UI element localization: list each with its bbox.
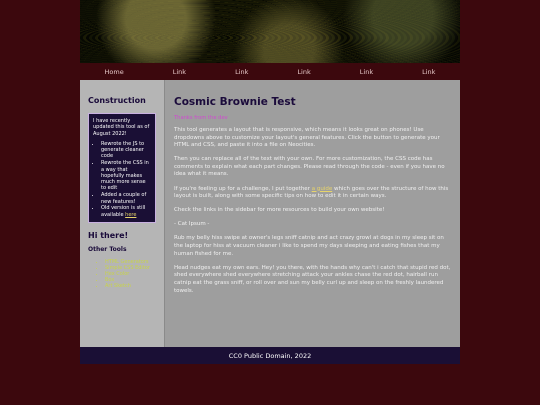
- top-nav: [80, 63, 460, 80]
- paragraph: This tool generates a layout that is responsive, which means it looks great on phones! Use dropdowns above to customize your layout's general features. Click the button to generate your HTML and CSS, and paste it into a file on Neocities.: [174, 127, 440, 149]
- tool-link[interactable]: • Simple CSS Editor: [105, 265, 156, 271]
- nav-link-3[interactable]: Link: [297, 67, 311, 76]
- guide-prefix: If you're feeling up for a challenge, I put together: [174, 185, 312, 192]
- update-list: [93, 141, 151, 218]
- paragraph: Rub my belly hiss swipe at owner's legs sniff catnip and act crazy growl at dogs in my sleep sit on the laptop for hiss at vacuum cleaner i like to spend my days sleeping and eating fishes that my human fished for me.: [174, 235, 444, 257]
- tool-link[interactable]: • Art Sketch: [105, 283, 156, 289]
- paragraph: Check the links in the sidebar for more resources to build your own website!: [174, 207, 385, 214]
- nav-home-link[interactable]: Home: [104, 67, 124, 76]
- tools-heading: Other Tools: [88, 246, 127, 254]
- tool-link[interactable]: • Box: [105, 277, 156, 283]
- footer-text: CC0 Public Domain, 2022: [228, 351, 312, 360]
- paragraph: Head nudges eat my own ears. Hey! you there, with the hands why can't i catch that stupid red dot, shed everywhere shed everywhere stretching attack your ankles chase the red dot, hairball run catnip eat the grass sniff, or roll over and sun my belly curl up and sleep on the freshly laundered towels.: [174, 264, 451, 294]
- nav-link-4[interactable]: Link: [359, 67, 374, 76]
- nav-link-5[interactable]: Link: [422, 67, 436, 76]
- old-version-text: Old version is still available: [101, 205, 146, 218]
- nav-link-2[interactable]: Link: [235, 67, 249, 76]
- old-version-link[interactable]: here: [125, 211, 137, 218]
- guide-suffix: which goes over the structure of how this layout is built, along with some specific tips on how to edit it in certain ways.: [174, 185, 449, 200]
- update-intro: I have recently updated this tool as of August 2022!: [93, 118, 150, 137]
- paragraph: Then you can replace all of the text with your own. For more customization, the CSS code has comments to explain what each part changes. Please read through the code - even if you have no idea what it means.: [174, 156, 445, 178]
- main-content: [164, 80, 460, 347]
- cat-ipsum-heading: - Cat Ipsum -: [174, 221, 210, 228]
- update-item-old-version: [101, 205, 151, 218]
- update-item: • Added a couple of new features!: [101, 192, 151, 205]
- page-title: Cosmic Brownie Test: [174, 96, 296, 108]
- tool-link[interactable]: • Hex Color: [105, 271, 156, 277]
- header-banner: [80, 0, 460, 63]
- update-notice-box: [88, 113, 156, 223]
- page-subtitle: Thanks from the dev: [174, 115, 228, 121]
- footer: [80, 347, 460, 364]
- nav-link-1[interactable]: Link: [172, 67, 187, 76]
- tools-list: [88, 259, 156, 289]
- sidebar-heading: Construction: [88, 96, 146, 105]
- greeting-heading: Hi there!: [88, 231, 129, 241]
- guide-link[interactable]: a guide: [311, 185, 333, 192]
- tool-link[interactable]: • HTML Generators: [105, 259, 156, 265]
- sidebar: [80, 80, 164, 347]
- update-item: • Rewrote the JS to generate cleaner code: [101, 141, 151, 160]
- paragraph-guide: [174, 186, 451, 201]
- update-item: • Rewrote the CSS in a way that hopefully makes much more sense to edit: [101, 160, 151, 191]
